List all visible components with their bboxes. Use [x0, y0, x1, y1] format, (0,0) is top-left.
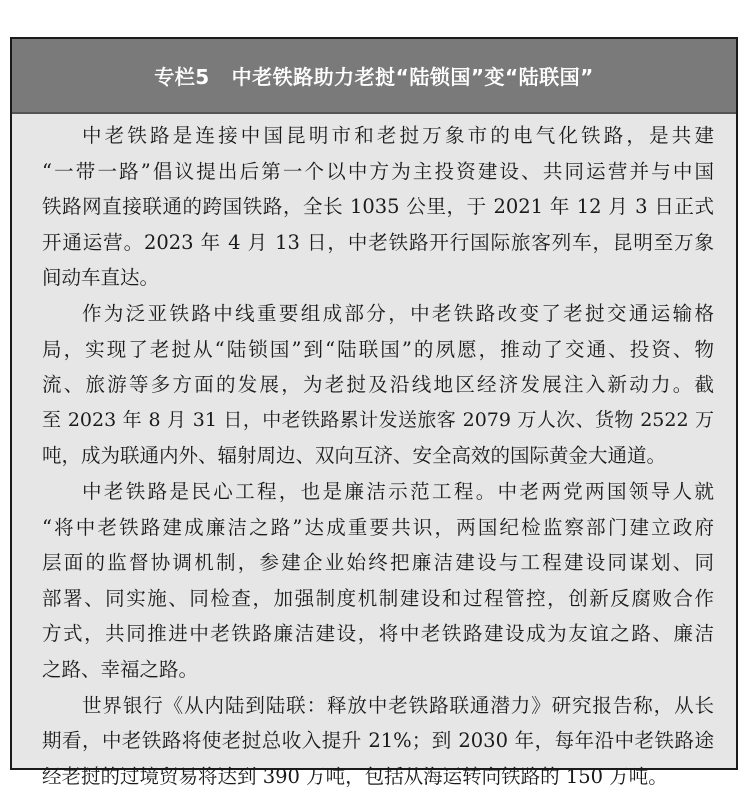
paragraph [42, 296, 714, 474]
text-line: 中老铁路是民心工程，也是廉洁示范工程。中老两党两国领导人就 [82, 479, 714, 503]
column-label: 专栏5 [154, 65, 210, 89]
paragraph [42, 688, 714, 795]
text-line: 方式，共同推进中老铁路廉洁建设，将中老铁路建设成为友谊之路、廉洁 [42, 622, 714, 646]
paragraph [42, 474, 714, 688]
text-line: 经老挝的过境贸易将达到 390 万吨，包括从海运转向铁路的 150 万吨。 [42, 764, 668, 788]
column-title: 中老铁路助力老挝“陆锁国”变“陆联国” [231, 65, 594, 89]
text-line: 局，实现了老挝从“陆锁国”到“陆联国”的夙愿，推动了交通、投资、物 [42, 337, 714, 361]
text-line: “将中老铁路建成廉洁之路”达成重要共识，两国纪检监察部门建立政府 [42, 515, 714, 539]
text-line: 部署、同实施、同检查，加强制度机制建设和过程管控，创新反腐败合作 [42, 586, 714, 610]
text-line: 期看，中老铁路将使老挝总收入提升 21%；到 2030 年，每年沿中老铁路途 [42, 729, 714, 753]
text-line: 世界银行《从内陆到陆联：释放中老铁路联通潜力》研究报告称，从长 [82, 693, 714, 717]
column-box [10, 37, 738, 788]
text-line: “一带一路”倡议提出后第一个以中方为主投资建设、共同运营并与中国 [42, 159, 714, 183]
text-line: 铁路网直接联通的跨国铁路，全长 1035 公里，于 2021 年 12 月 3 日正式 [42, 195, 714, 219]
text-line: 间动车直达。 [42, 266, 160, 290]
text-line: 中老铁路是连接中国昆明市和老挝万象市的电气化铁路，是共建 [82, 124, 714, 147]
text-line: 吨，成为联通内外、辐射周边、双向互济、安全高效的国际黄金大通道。 [42, 444, 667, 468]
text-line: 层面的监督协调机制，参建企业始终把廉洁建设与工程建设同谋划、同 [42, 551, 714, 575]
text-line: 之路、幸福之路。 [42, 657, 199, 681]
text-line: 流、旅游等多方面的发展，为老挝及沿线地区经济发展注入新动力。截 [42, 373, 714, 397]
text-line: 至 2023 年 8 月 31 日，中老铁路累计发送旅客 2079 万人次、货物 2522 万 [42, 408, 714, 431]
text-line: 作为泛亚铁路中线重要组成部分，中老铁路改变了老挝交通运输格 [82, 301, 714, 325]
text-line: 开通运营。2023 年 4 月 13 日，中老铁路开行国际旅客列车，昆明至万象 [42, 230, 714, 254]
column-body [12, 114, 736, 794]
paragraph [42, 118, 714, 296]
column-header [12, 39, 736, 114]
